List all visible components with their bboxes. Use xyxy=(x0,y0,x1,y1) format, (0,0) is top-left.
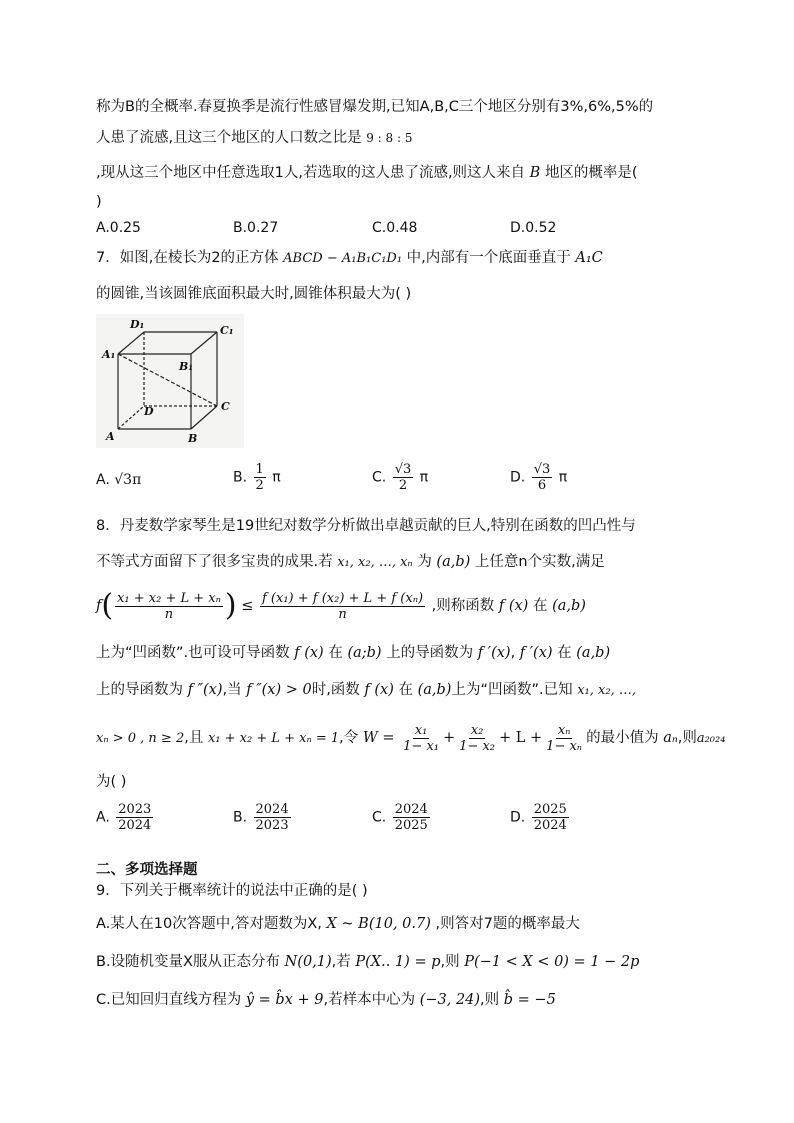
interval: (a;b) xyxy=(347,645,382,661)
leq-symbol: ≤ xyxy=(241,598,254,614)
q6-text: ,现从这三个地区中任意选取1人,若选取的这人患了流感,则这人来自 xyxy=(96,165,526,181)
q6-option-c: C.0.48 xyxy=(372,220,418,236)
numerator: x₂ xyxy=(470,722,484,738)
q6-option-b: B.0.27 xyxy=(233,220,279,236)
q8-line-7: 为( ) xyxy=(96,774,127,790)
q8-text: ,则称函数 xyxy=(431,598,495,614)
q8-line-5 xyxy=(96,680,636,701)
interval: (a,b) xyxy=(436,554,471,570)
q8-text: 上任意n个实数,满足 xyxy=(474,554,605,570)
sequence: x₁, x₂, …, xyxy=(577,683,636,698)
numerator: √3 xyxy=(394,462,412,477)
q8-line-6: xₙ > 0 , n ≥ 2,且 x₁ + x₂ + L + xₙ = 1,令 W = $\frac{\text{x₁}}{\text{1− x₁}}$ + $\frac{\text{x₂}}{\text{1− x₂}}$ + L + $\frac{\text{xₙ}}{\text{1− xₙ}}$ 的最小值为 aₙ,则a₂₀₂₄ xyxy=(96,722,726,754)
denominator: 1− xₙ xyxy=(546,738,583,754)
q8-option-a xyxy=(96,802,155,833)
q7-option-d xyxy=(510,462,567,493)
function-f: f (x) xyxy=(294,645,324,661)
q8-text: 的最小值为 xyxy=(586,730,659,746)
q8-text: 不等式方面留下了很多宝贵的成果.若 xyxy=(96,554,333,570)
label-b1: B₁ xyxy=(179,360,194,373)
q8-option-c xyxy=(372,802,432,833)
denominator: 2 xyxy=(398,478,408,493)
numerator: x₁ xyxy=(414,722,428,738)
cube-name: ABCD − A₁B₁C₁D₁ xyxy=(283,251,403,266)
a-2024: a₂₀₂₄ xyxy=(696,731,726,746)
q8-text: 上为“凹函数”.也可设可导函数 xyxy=(96,645,290,661)
fraction xyxy=(393,802,430,833)
function-f: f (x) xyxy=(498,598,529,614)
option-prefix: C. xyxy=(372,469,387,486)
option-prefix: A. xyxy=(96,809,110,826)
option-prefix: B. xyxy=(233,469,248,486)
ellipsis-l: + L + xyxy=(499,730,543,746)
second-derivative: f ″(x) xyxy=(187,682,223,698)
q8-text: 在 xyxy=(532,598,548,614)
fraction xyxy=(254,802,291,833)
label-a: A xyxy=(106,430,115,443)
interval: (a,b) xyxy=(576,645,611,661)
q8-text: , xyxy=(510,645,516,661)
function-f: f (x) xyxy=(364,682,394,698)
diagonal-name: A₁C xyxy=(575,250,603,266)
option-prefix: A. xyxy=(96,472,110,488)
q8-text: 上的导函数为 xyxy=(386,645,474,661)
q8-text: ,则 xyxy=(677,730,697,746)
w-term-n xyxy=(544,723,584,754)
q9-text: ,若样本中心为 xyxy=(323,992,416,1008)
interval: (a,b) xyxy=(417,682,452,698)
q9-line-1: 9．下列关于概率统计的说法中正确的是( ) xyxy=(96,883,368,899)
q9-text: ,若 xyxy=(331,954,351,970)
regression-equation: ŷ = b̂x + 9 xyxy=(245,992,324,1008)
q8-text: 在 xyxy=(557,645,572,661)
positivity-condition: xₙ > 0 , n ≥ 2 xyxy=(96,731,185,746)
cube-diagram xyxy=(96,314,244,448)
numerator: √3 xyxy=(533,462,551,477)
q7-line-2: 的圆锥,当该圆锥底面积最大时,圆锥体积最大为( ) xyxy=(96,286,412,302)
population-ratio: 9 : 8 : 5 xyxy=(366,131,413,145)
q8-text: 在 xyxy=(398,682,413,698)
q7-text: 7．如图,在棱长为2的正方体 xyxy=(96,250,279,266)
numerator: x₁ + x₂ + L + xₙ xyxy=(117,590,221,606)
option-prefix: D. xyxy=(510,469,526,486)
q9-option-c xyxy=(96,990,556,1010)
numerator: 2025 xyxy=(533,802,567,817)
option-prefix: B. xyxy=(233,809,248,826)
numerator: xₙ xyxy=(557,722,571,738)
q8-text: 时,函数 xyxy=(311,682,360,698)
denominator: 2023 xyxy=(255,818,289,833)
derivative: f ′(x) xyxy=(477,645,511,661)
q8-text: ,令 xyxy=(339,730,359,746)
denominator: 6 xyxy=(537,478,547,493)
jensen-left-fraction xyxy=(115,591,223,622)
region-b: B xyxy=(529,165,541,181)
q8-text: ,当 xyxy=(222,682,242,698)
w-term-2 xyxy=(457,723,497,754)
pi-symbol: π xyxy=(558,469,568,486)
convexity-condition: f ″(x) > 0 xyxy=(246,682,312,698)
sum-condition: x₁ + x₂ + L + xₙ = 1 xyxy=(207,731,340,746)
denominator: n xyxy=(164,606,174,622)
sample-center: (−3, 24) xyxy=(419,992,481,1008)
q8-line-1: 8．丹麦数学家琴生是19世纪对数学分析做出卓越贡献的巨人,特别在函数的凹凸性与 xyxy=(96,518,636,534)
denominator: 2024 xyxy=(118,818,152,833)
section-heading: 二、多项选择题 xyxy=(96,862,198,878)
label-a1: A₁ xyxy=(102,348,116,361)
probability-expr: P(X.. 1) = p xyxy=(355,954,441,970)
q8-line-3 xyxy=(96,588,586,624)
denominator: 2025 xyxy=(394,818,428,833)
q8-text: 上的导函数为 xyxy=(96,682,183,698)
q8-text: ,且 xyxy=(184,730,204,746)
numerator: 1 xyxy=(255,462,264,477)
label-c1: C₁ xyxy=(220,324,234,337)
numerator: 2024 xyxy=(255,802,289,817)
left-paren: ( xyxy=(101,588,114,623)
derivative: f ′(x) xyxy=(519,645,553,661)
q9-text: ,则答对7题的概率最大 xyxy=(435,916,580,932)
q9-text: ,则 xyxy=(440,954,460,970)
w-symbol: W = xyxy=(362,730,395,746)
q8-text: 在 xyxy=(328,645,343,661)
q9-text: A.某人在10次答题中,答对题数为X, xyxy=(96,916,322,932)
q9-text: B.设随机变量X服从正态分布 xyxy=(96,954,280,970)
q9-text: C.已知回归直线方程为 xyxy=(96,992,242,1008)
q6-line-3 xyxy=(96,163,638,183)
jensen-right-fraction xyxy=(260,591,425,622)
slope-value: b̂ = −5 xyxy=(503,992,556,1008)
numerator: 2024 xyxy=(394,802,428,817)
numerator: 2023 xyxy=(118,802,152,817)
q6-line-4: ) xyxy=(96,194,102,210)
option-prefix: D. xyxy=(510,809,526,826)
denominator: 2 xyxy=(255,478,264,493)
fraction xyxy=(116,802,153,833)
q8-option-b xyxy=(233,802,293,833)
f-symbol: f xyxy=(96,598,102,614)
q6-text: 人患了流感,且这三个地区的人口数之比是 xyxy=(96,130,362,146)
cube-figure xyxy=(96,314,244,448)
q8-text: 为 xyxy=(417,554,432,570)
fraction xyxy=(254,462,266,493)
option-prefix: C. xyxy=(372,809,387,826)
q9-option-a xyxy=(96,914,580,934)
q7-text: 中,内部有一个底面垂直于 xyxy=(406,250,571,266)
q7-option-c xyxy=(372,462,428,493)
denominator: 2024 xyxy=(533,818,567,833)
denominator: n xyxy=(338,606,347,622)
normal-distribution: N(0,1) xyxy=(284,954,332,970)
fraction xyxy=(532,462,553,493)
right-paren: ) xyxy=(224,588,237,623)
q6-line-2 xyxy=(96,128,412,148)
q7-option-b xyxy=(233,462,281,493)
pi-symbol: π xyxy=(419,469,429,486)
q7-line-1 xyxy=(96,248,603,269)
q8-line-2 xyxy=(96,552,605,573)
sequence: x₁, x₂, …, xₙ xyxy=(337,555,413,570)
q6-line-1: 称为B的全概率.春夏换季是流行性感冒爆发期,已知A,B,C三个地区分别有3%,6%,5%的 xyxy=(96,99,654,115)
q7-option-a xyxy=(96,472,141,488)
numerator: f (x₁) + f (x₂) + L + f (xₙ) xyxy=(261,590,424,606)
q9-text: ,则 xyxy=(480,992,500,1008)
denominator: 1− x₂ xyxy=(459,738,496,754)
denominator: 1− x₁ xyxy=(403,738,440,754)
label-d1: D₁ xyxy=(130,318,145,331)
w-term-1 xyxy=(401,723,441,754)
q8-line-4 xyxy=(96,643,610,663)
q6-text: 地区的概率是( xyxy=(544,165,638,181)
label-b: B xyxy=(188,432,198,445)
binomial-distribution: X ~ B(10, 0.7) xyxy=(326,916,431,932)
label-d: D xyxy=(144,405,154,418)
a-n: aₙ xyxy=(663,730,678,746)
q6-option-a: A.0.25 xyxy=(96,220,141,236)
label-c: C xyxy=(221,400,230,413)
interval: (a,b) xyxy=(552,598,586,614)
q8-option-d xyxy=(510,802,571,833)
probability-expr: P(−1 < X < 0) = 1 − 2p xyxy=(464,954,640,970)
option-value: √3π xyxy=(114,472,142,488)
fraction xyxy=(532,802,569,833)
fraction xyxy=(393,462,414,493)
q9-option-b xyxy=(96,952,639,972)
q6-option-d: D.0.52 xyxy=(510,220,557,236)
q8-text: 上为“凹函数”.已知 xyxy=(451,682,573,698)
pi-symbol: π xyxy=(272,469,281,486)
